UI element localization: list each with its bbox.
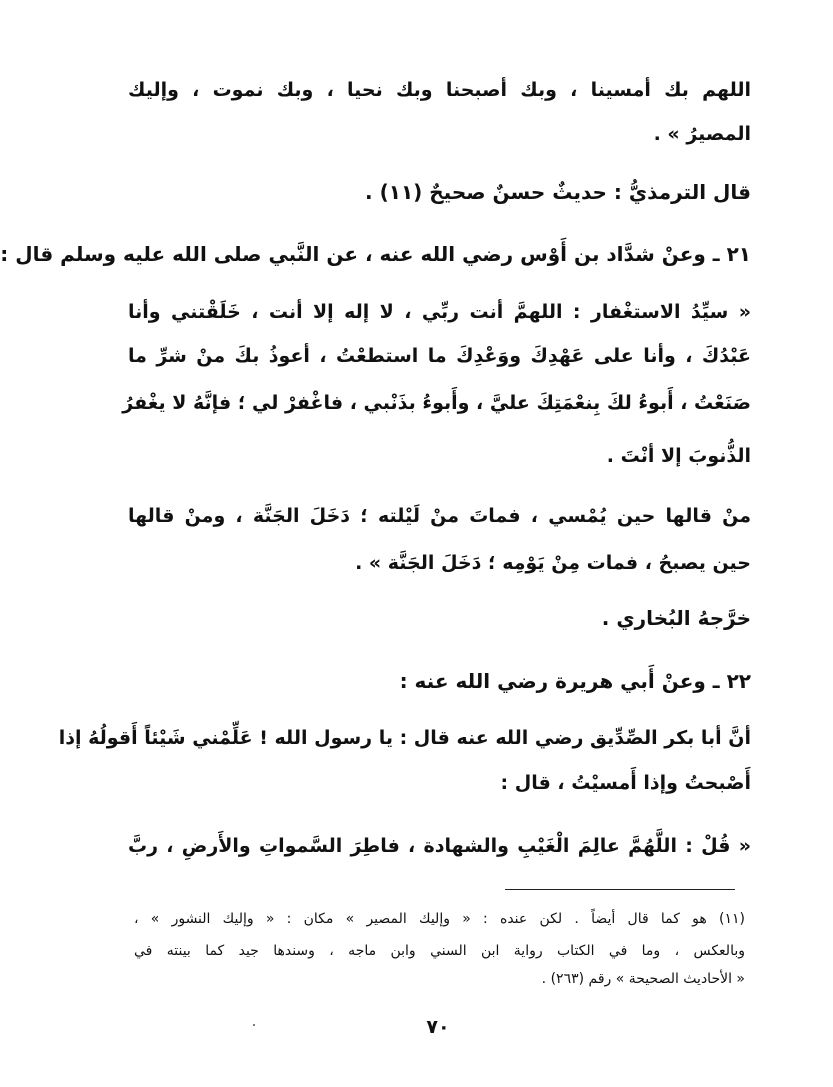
hadith-heading-22: ٢٢ ـ وعنْ أَبي هريرة رضي الله عنه :: [399, 669, 751, 693]
hadith-source: خرَّجهُ البُخاري .: [601, 606, 751, 630]
text-line: أنَّ أبا بكر الصِّدِّيق رضي الله عنه قال : يا رسول الله ! عَلِّمْني شَيْئاً أَقولُهُ إذا: [58, 727, 751, 749]
page-number: ٧٠: [426, 1016, 450, 1038]
footnote-line: وبالعكس ، وما في الكتاب رواية ابن السني وابن ماجه ، وسندها جيد كما بينته في: [134, 943, 745, 959]
text-line: الذُّنوبَ إلا أنْتَ .: [606, 445, 751, 467]
text-line: اللهم بك أمسينا ، وبك أصبحنا وبك نحيا ، وبك نموت ، وإليك: [128, 79, 751, 101]
text-line: أَصْبحتُ وإذا أَمسيْتُ ، قال :: [500, 772, 751, 794]
text-line: صَنَعْتُ ، أَبوءُ لكَ بِنعْمَتِكَ عليَّ ، وأَبوءُ بذَنْبي ، فاغْفرْ لي ؛ فإنَّهُ لا يغْفرُ: [122, 392, 751, 414]
text-line: « قُلْ : اللَّهُمَّ عالِمَ الْغَيْبِ والشهادة ، فاطِرَ السَّمواتِ والأَرضِ ، ربَّ: [128, 835, 751, 857]
print-speck: [253, 1024, 255, 1026]
text-line: المصيرُ » .: [653, 123, 751, 145]
text-line: حين يصبحُ ، فمات مِنْ يَوْمِه ؛ دَخَلَ الجَنَّة » .: [355, 552, 751, 574]
text-line: « سيِّدُ الاستغْفار : اللهمَّ أنت ربِّي ، لا إله إلا أنت ، خَلَقْتني وأنا: [128, 301, 751, 323]
hadith-grading: قال الترمذيُّ : حديثٌ حسنٌ صحيحٌ (١١) .: [365, 180, 751, 204]
footnote-line: « الأحاديث الصحيحة » رقم (٢٦٣) .: [541, 971, 745, 987]
hadith-heading-21: ٢١ ـ وعنْ شدَّاد بن أَوْس رضي الله عنه ، عن النَّبي صلى الله عليه وسلم قال :: [0, 242, 751, 266]
text-line: عَبْدُكَ ، وأنا على عَهْدِكَ ووَعْدِكَ ما استطعْتُ ، أعوذُ بكَ منْ شرِّ ما: [128, 345, 751, 367]
text-line: منْ قالها حين يُمْسي ، فماتَ منْ لَيْلته ؛ دَخَلَ الجَنَّة ، ومنْ قالها: [128, 505, 751, 527]
footnote-separator: [505, 889, 735, 890]
footnote-line: (١١) هو كما قال أيضاً . لكن عنده : « وإليك المصير » مكان : « وإليك النشور » ،: [134, 911, 745, 927]
